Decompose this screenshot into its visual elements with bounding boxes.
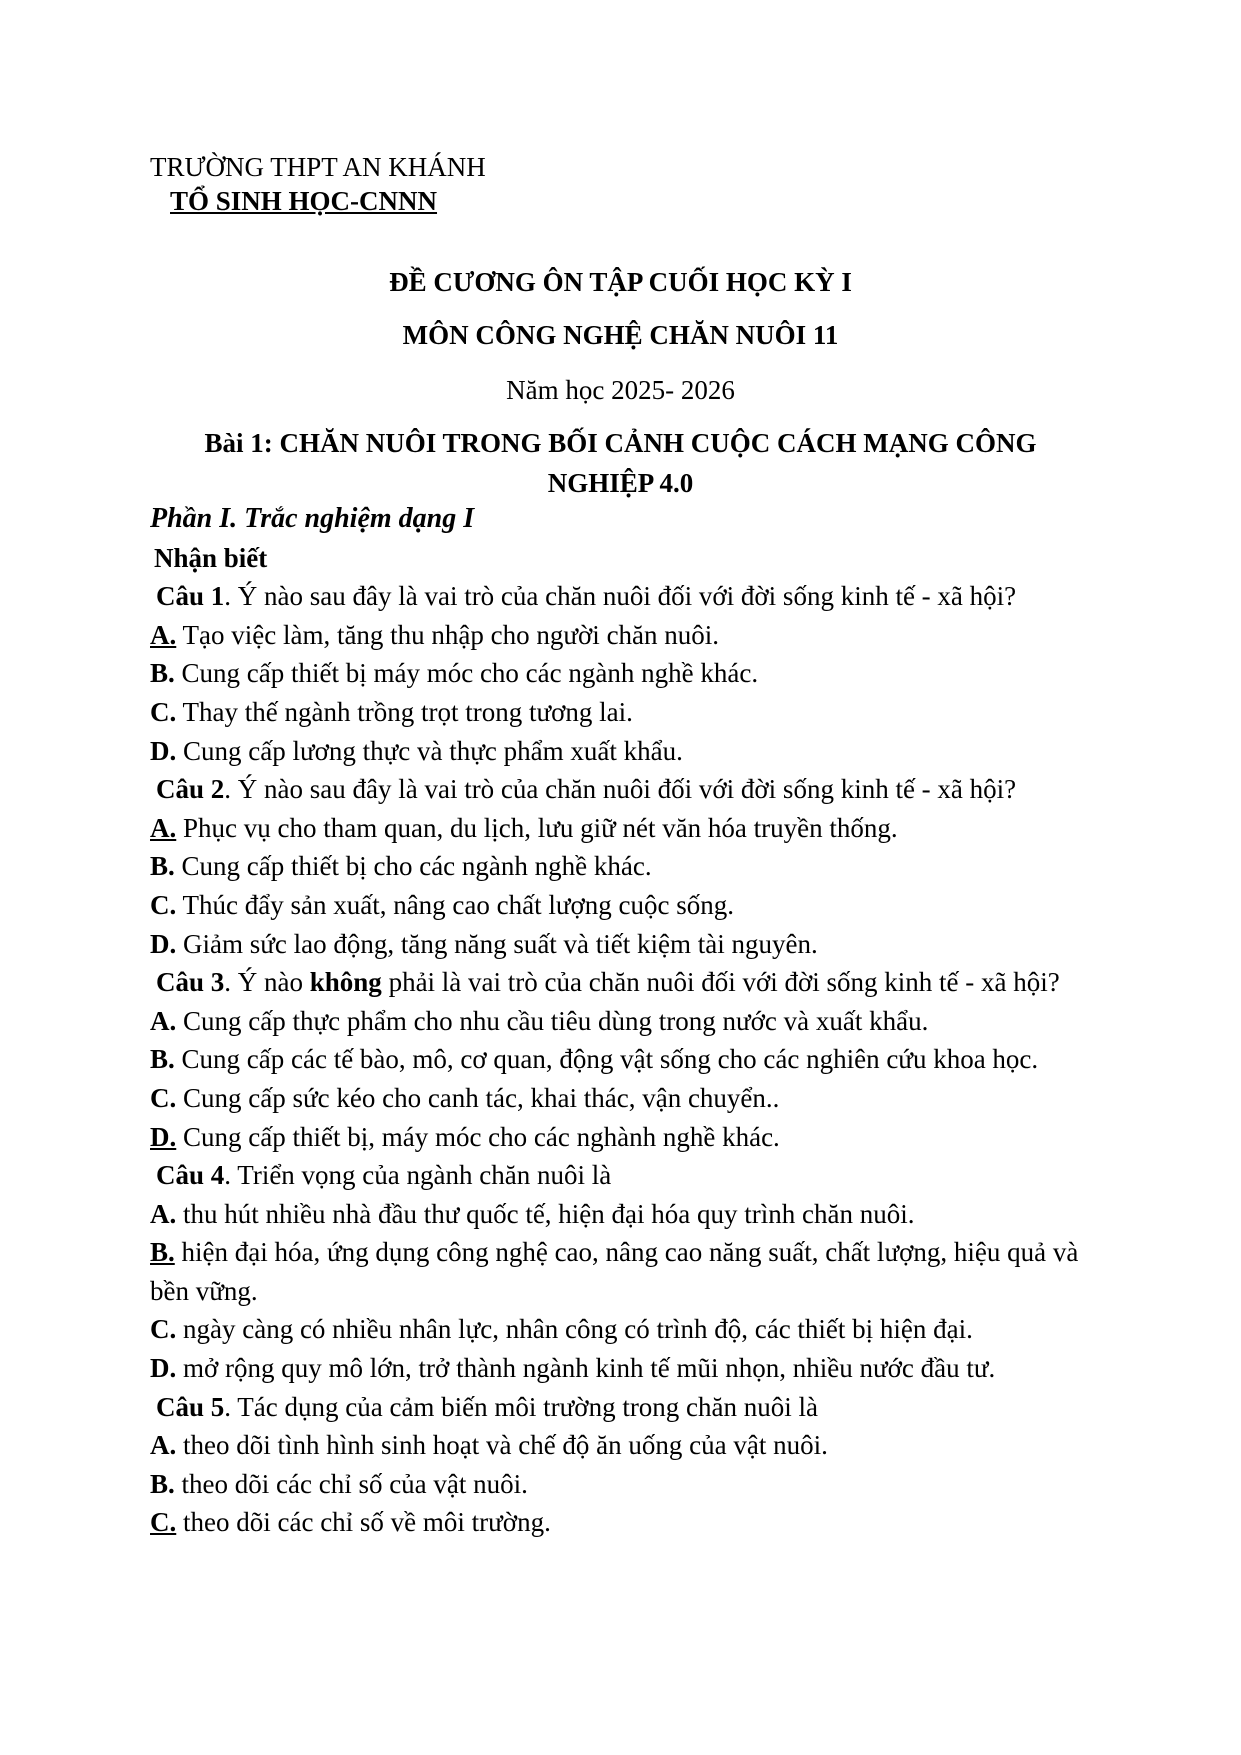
option-letter: A. — [150, 1430, 177, 1461]
option-text: thu hút nhiều nhà đầu thư quốc tế, hiện đại hóa quy trình chăn nuôi. — [176, 1198, 915, 1229]
answer-option — [150, 732, 1100, 771]
option-letter: C. — [150, 1082, 177, 1113]
option-text: mở rộng quy mô lớn, trở thành ngành kinh tế mũi nhọn, nhiều nước đầu tư. — [176, 1353, 996, 1384]
answer-option — [150, 1040, 1100, 1079]
question-text: . Triển vọng của ngành chăn nuôi là — [224, 1160, 612, 1191]
answer-option — [150, 1349, 1100, 1388]
option-letter: D. — [150, 928, 177, 959]
option-letter: B. — [150, 1468, 175, 1499]
question-number: Câu 3 — [156, 967, 225, 998]
answer-option — [150, 1195, 1100, 1234]
option-letter-correct: A. — [150, 619, 177, 650]
option-text: theo dõi các chỉ số của vật nuôi. — [174, 1468, 528, 1499]
option-letter: B. — [150, 851, 175, 882]
option-text: Phục vụ cho tham quan, du lịch, lưu giữ nét văn hóa truyền thống. — [176, 812, 898, 843]
option-letter: C. — [150, 889, 177, 920]
option-text: Cung cấp các tế bào, mô, cơ quan, động vật sống cho các nghiên cứu khoa học. — [174, 1044, 1039, 1075]
question — [150, 577, 1100, 616]
answer-option — [150, 1079, 1100, 1118]
option-letter: A. — [150, 1198, 177, 1229]
answer-option — [150, 886, 1100, 925]
question-text: . Tác dụng của cảm biến môi trường trong chăn nuôi là — [224, 1391, 819, 1422]
question — [150, 1388, 1100, 1427]
answer-option — [150, 847, 1100, 886]
option-text: hiện đại hóa, ứng dụng công nghệ cao, nâng cao năng suất, chất lượng, hiệu quả và bền vững. — [150, 1237, 1079, 1306]
answer-option — [150, 1503, 1100, 1542]
question-number: Câu 4 — [156, 1160, 225, 1191]
option-text: Cung cấp sức kéo cho canh tác, khai thác, vận chuyển.. — [176, 1082, 780, 1113]
option-letter: C. — [150, 696, 177, 727]
answer-option — [150, 616, 1100, 655]
option-text: Cung cấp thực phẩm cho nhu cầu tiêu dùng trong nước và xuất khẩu. — [176, 1005, 929, 1036]
question — [150, 963, 1100, 1002]
question-text: . Ý nào sau đây là vai trò của chăn nuôi đối với đời sống kinh tế - xã hội? — [224, 774, 1017, 805]
question-number: Câu 5 — [156, 1391, 225, 1422]
lesson-title-line1: Bài 1: CHĂN NUÔI TRONG BỐI CẢNH CUỘC CÁCH MẠNG CÔNG — [204, 428, 1037, 458]
option-letter: B. — [150, 658, 175, 689]
answer-option — [150, 693, 1100, 732]
option-text: ngày càng có nhiều nhân lực, nhân công có trình độ, các thiết bị hiện đại. — [176, 1314, 973, 1345]
option-letter-correct: D. — [150, 1121, 177, 1152]
answer-option — [150, 1310, 1100, 1349]
option-letter: B. — [150, 1044, 175, 1075]
department-name: TỔ SINH HỌC-CNNN — [170, 186, 438, 216]
option-letter-correct: C. — [150, 1507, 177, 1538]
option-text: Thúc đẩy sản xuất, nâng cao chất lượng cuộc sống. — [176, 889, 735, 920]
option-letter-correct: B. — [150, 1237, 175, 1268]
difficulty-level: Nhận biết — [154, 542, 268, 573]
school-year: Năm học 2025- 2026 — [506, 375, 735, 405]
subject-title: MÔN CÔNG NGHỆ CHĂN NUÔI 11 — [402, 320, 839, 350]
option-letter: D. — [150, 735, 177, 766]
question-text-continued: phải là vai trò của chăn nuôi đối với đời sống kinh tế - xã hội? — [381, 967, 1060, 998]
question — [150, 1156, 1100, 1195]
document-title: ĐỀ CƯƠNG ÔN TẬP CUỐI HỌC KỲ I — [389, 267, 852, 297]
answer-option — [150, 1233, 1100, 1310]
answer-option — [150, 654, 1100, 693]
option-text: Giảm sức lao động, tăng năng suất và tiết kiệm tài nguyên. — [176, 928, 818, 959]
option-text: theo dõi các chỉ số về môi trường. — [176, 1507, 551, 1538]
lesson-title-line2: NGHIỆP 4.0 — [547, 468, 694, 498]
answer-option — [150, 1465, 1100, 1504]
answer-option — [150, 1426, 1100, 1465]
option-letter-correct: A. — [150, 812, 177, 843]
option-text: Thay thế ngành trồng trọt trong tương lai. — [176, 696, 633, 727]
question-text: . Ý nào — [224, 967, 310, 998]
question-text: . Ý nào sau đây là vai trò của chăn nuôi đối với đời sống kinh tế - xã hội? — [224, 581, 1017, 612]
option-letter: A. — [150, 1005, 177, 1036]
option-letter: C. — [150, 1314, 177, 1345]
document-header — [150, 150, 486, 218]
answer-option — [150, 1118, 1100, 1157]
option-letter: D. — [150, 1353, 177, 1384]
answer-option — [150, 1002, 1100, 1041]
document-body — [150, 500, 1100, 1542]
question-number: Câu 2 — [156, 774, 225, 805]
answer-option — [150, 809, 1100, 848]
lesson-title — [150, 423, 1091, 503]
school-name: TRƯỜNG THPT AN KHÁNH — [150, 152, 486, 182]
option-text: Cung cấp thiết bị máy móc cho các ngành nghề khác. — [174, 658, 759, 689]
question-emphasis: không — [309, 967, 382, 998]
question-number: Câu 1 — [156, 581, 225, 612]
option-text: theo dõi tình hình sinh hoạt và chế độ ăn uống của vật nuôi. — [176, 1430, 828, 1461]
question — [150, 770, 1100, 809]
option-text: Tạo việc làm, tăng thu nhập cho người chăn nuôi. — [176, 619, 720, 650]
answer-option — [150, 925, 1100, 964]
option-text: Cung cấp thiết bị cho các ngành nghề khác. — [174, 851, 652, 882]
option-text: Cung cấp lương thực và thực phẩm xuất khẩu. — [176, 735, 683, 766]
option-text: Cung cấp thiết bị, máy móc cho các nghành nghề khác. — [176, 1121, 780, 1152]
section-heading: Phần I. Trắc nghiệm dạng I — [150, 503, 475, 534]
